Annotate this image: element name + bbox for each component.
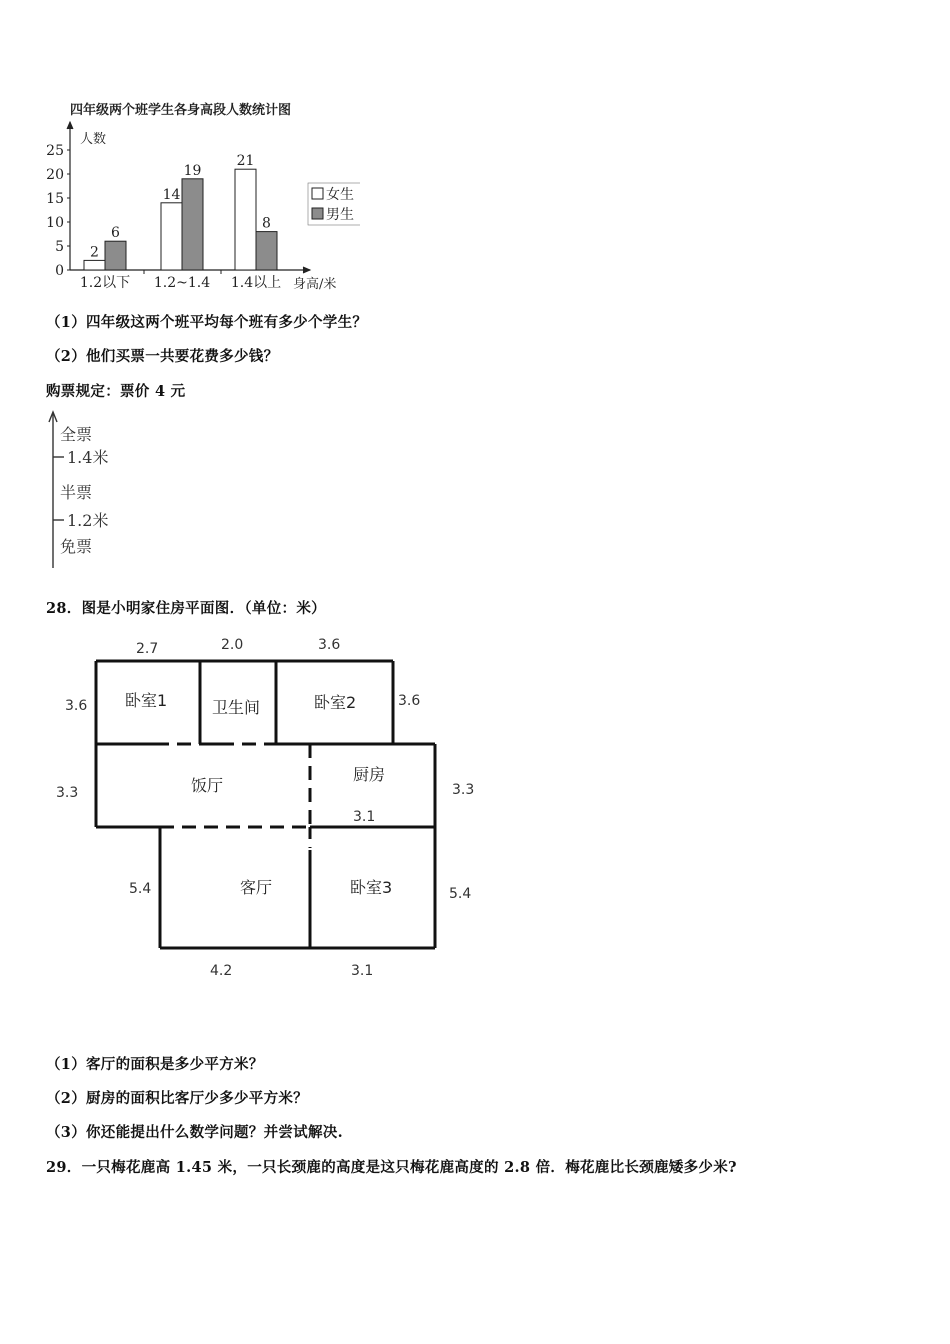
bar-男生-1.2以下 bbox=[105, 241, 126, 270]
chart-xlabel: 身高/米 bbox=[293, 277, 337, 292]
ticket-mark2: 1.2米 bbox=[67, 511, 109, 530]
bar-value-label: 19 bbox=[183, 162, 202, 179]
dim-top3: 3.6 bbox=[318, 637, 341, 653]
bar-value-label: 21 bbox=[236, 153, 255, 170]
dim-left1: 3.6 bbox=[65, 698, 88, 714]
y-tick-label: 0 bbox=[55, 263, 64, 279]
x-category-label: 1.4以上 bbox=[230, 275, 282, 291]
dim-right2: 3.3 bbox=[452, 782, 475, 798]
bar-chart bbox=[40, 95, 360, 300]
bar-女生-1.4以上 bbox=[235, 169, 256, 270]
q27-rule: 购票规定：票价 4 元 bbox=[46, 383, 186, 400]
legend-swatch-男生 bbox=[312, 208, 323, 219]
y-axis-arrow-icon bbox=[67, 122, 73, 129]
chart-legend bbox=[308, 183, 360, 225]
bar-value-label: 6 bbox=[111, 225, 120, 242]
y-tick-label: 25 bbox=[46, 143, 64, 159]
ticket-full: 全票 bbox=[60, 425, 93, 444]
chart-yticks bbox=[46, 143, 70, 279]
room-bedroom1: 卧室1 bbox=[125, 691, 168, 710]
chart-xcats bbox=[80, 270, 281, 291]
room-dining: 饭厅 bbox=[191, 776, 224, 795]
dim-bottom2: 3.1 bbox=[351, 963, 374, 979]
q28-title: 28．图是小明家住房平面图．（单位：米） bbox=[46, 600, 326, 617]
dim-kitchen-bottom: 3.1 bbox=[353, 809, 376, 825]
bar-男生-1.2~1.4 bbox=[182, 179, 203, 270]
chart-bars bbox=[84, 153, 277, 270]
dim-left3: 5.4 bbox=[129, 881, 152, 897]
q28-sub3: （3）你还能提出什么数学问题？并尝试解决. bbox=[46, 1124, 343, 1141]
ticket-half: 半票 bbox=[60, 483, 93, 502]
q28-sub2: （2）厨房的面积比客厅少多少平方米？ bbox=[46, 1090, 308, 1107]
q28-sub1: （1）客厅的面积是多少平方米？ bbox=[46, 1056, 264, 1073]
x-category-label: 1.2~1.4 bbox=[153, 275, 211, 291]
bar-女生-1.2~1.4 bbox=[161, 203, 182, 270]
chart-ylabel: 人数 bbox=[80, 132, 107, 147]
legend-label-男生: 男生 bbox=[326, 207, 354, 223]
q27-sub1: （1）四年级这两个班平均每个班有多少个学生？ bbox=[46, 314, 368, 331]
dim-right1: 3.6 bbox=[398, 693, 421, 709]
dim-left2: 3.3 bbox=[56, 785, 79, 801]
bar-value-label: 2 bbox=[90, 244, 99, 261]
y-tick-label: 5 bbox=[55, 239, 64, 255]
dim-top1: 2.7 bbox=[136, 641, 159, 657]
x-category-label: 1.2以下 bbox=[79, 275, 131, 291]
chart-title: 四年级两个班学生各身高段人数统计图 bbox=[70, 103, 292, 118]
x-axis-arrow-icon bbox=[303, 267, 310, 273]
ticket-free: 免票 bbox=[60, 537, 93, 556]
bar-男生-1.4以上 bbox=[256, 232, 277, 270]
y-tick-label: 20 bbox=[46, 167, 64, 183]
legend-swatch-女生 bbox=[312, 188, 323, 199]
room-bedroom2: 卧室2 bbox=[314, 693, 357, 712]
legend-label-女生: 女生 bbox=[326, 187, 354, 203]
chart-svg bbox=[40, 95, 360, 300]
bar-女生-1.2以下 bbox=[84, 260, 105, 270]
room-living: 客厅 bbox=[240, 878, 273, 897]
q29-text: 29．一只梅花鹿高 1.45 米，一只长颈鹿的高度是这只梅花鹿高度的 2.8 倍．梅花鹿比长颈鹿矮多少米? bbox=[46, 1159, 737, 1176]
bar-value-label: 14 bbox=[162, 186, 181, 203]
room-kitchen: 厨房 bbox=[353, 765, 386, 784]
ticket-mark1: 1.4米 bbox=[67, 448, 109, 467]
dim-top2: 2.0 bbox=[221, 637, 244, 653]
ticket-diagram bbox=[40, 408, 160, 573]
room-bedroom3: 卧室3 bbox=[350, 878, 393, 897]
dim-right3: 5.4 bbox=[449, 886, 472, 902]
floor-plan bbox=[0, 620, 500, 990]
y-tick-label: 10 bbox=[46, 215, 64, 231]
room-bathroom: 卫生间 bbox=[212, 698, 261, 717]
dim-bottom1: 4.2 bbox=[210, 963, 233, 979]
bar-value-label: 8 bbox=[262, 215, 271, 232]
y-tick-label: 15 bbox=[46, 191, 64, 207]
q27-sub2: （2）他们买票一共要花费多少钱？ bbox=[46, 348, 279, 365]
